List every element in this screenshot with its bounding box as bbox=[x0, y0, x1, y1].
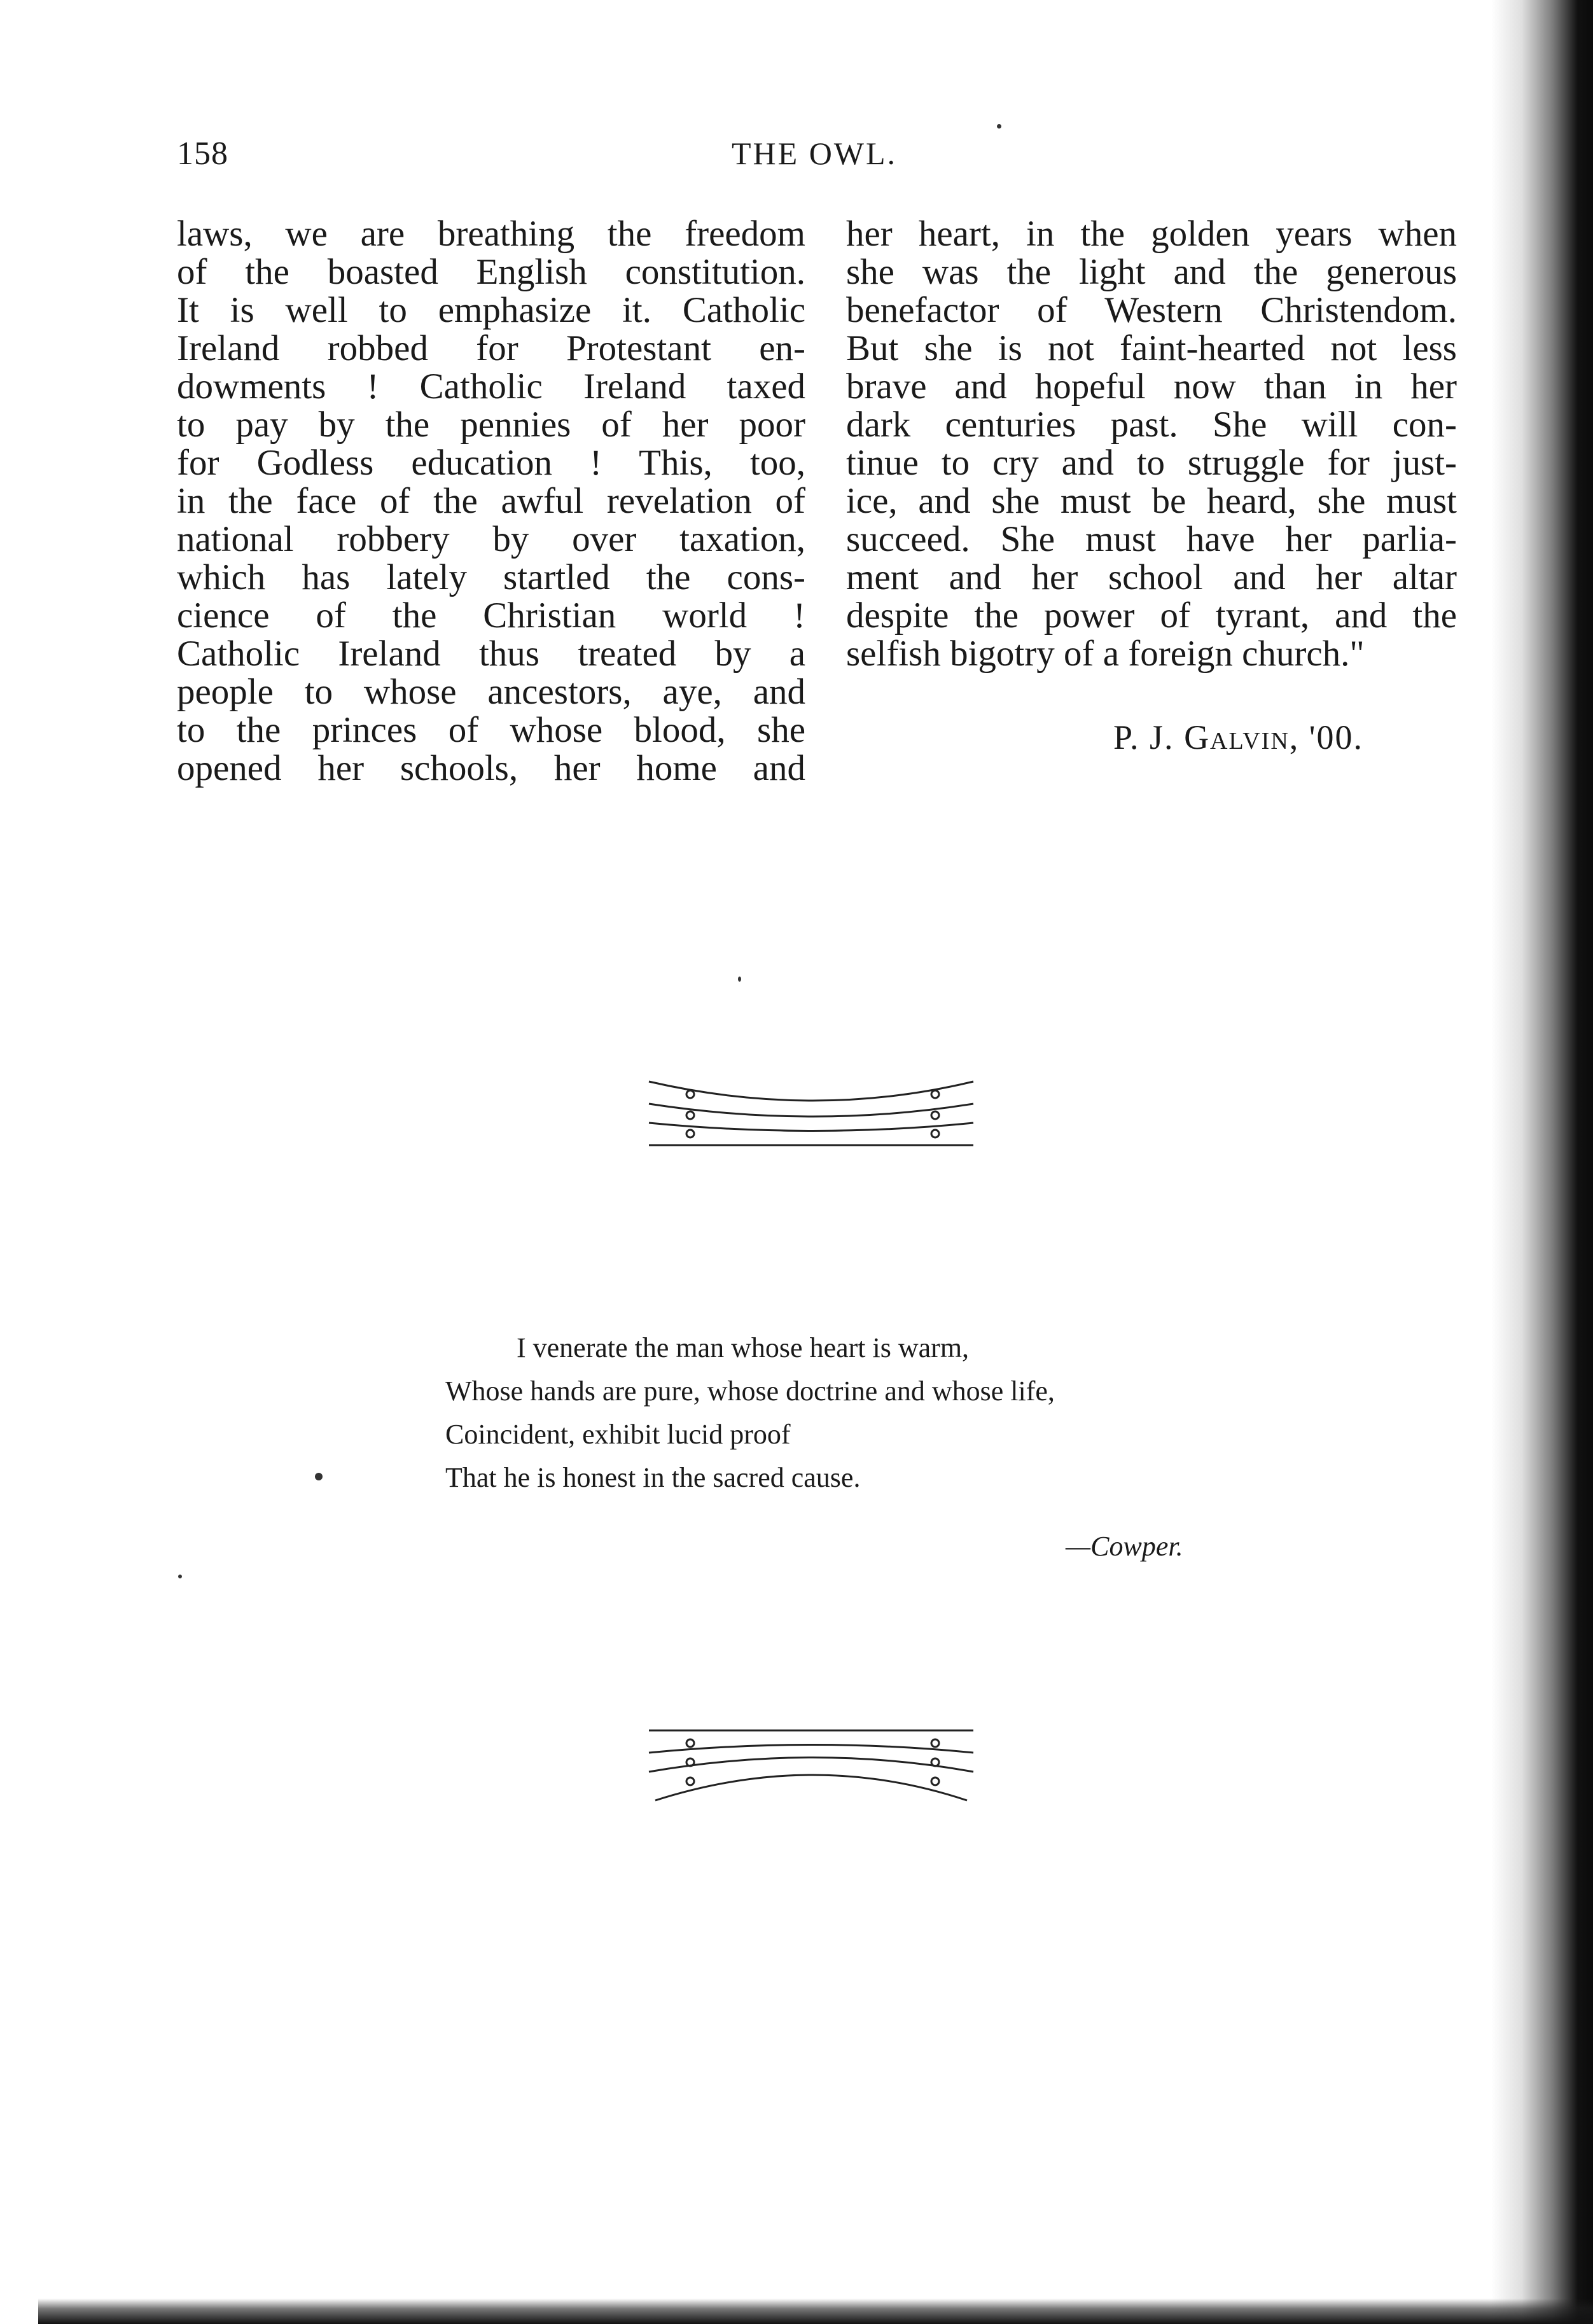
text-line: laws, we are breathing the freedom bbox=[177, 214, 805, 254]
text-line: brave and hopeful now than in her bbox=[846, 366, 1457, 407]
text-line: despite the power of tyrant, and the bbox=[846, 595, 1457, 636]
text-line: in the face of the awful revelation of bbox=[177, 481, 805, 521]
text-line: to pay by the pennies of her poor bbox=[177, 405, 805, 445]
text-line: she was the light and the generous bbox=[846, 252, 1457, 292]
page-bottom-shadow bbox=[38, 2299, 1593, 2324]
poem-line: Coincident, exhibit lucid proof bbox=[445, 1419, 791, 1450]
text-line: cience of the Christian world ! bbox=[177, 595, 805, 636]
text-line: ice, and she must be heard, she must bbox=[846, 481, 1457, 521]
signature-initials: P. J. bbox=[1113, 718, 1174, 756]
text-line: which has lately startled the cons- bbox=[177, 557, 805, 597]
text-line: succeed. She must have her parlia- bbox=[846, 519, 1457, 559]
ink-speck bbox=[315, 1473, 323, 1480]
text-line: national robbery by over taxation, bbox=[177, 519, 805, 559]
running-head: THE OWL. bbox=[732, 136, 898, 171]
text-line: selfish bigotry of a foreign church." bbox=[846, 634, 1365, 674]
text-line: Ireland robbed for Protestant en- bbox=[177, 328, 805, 368]
poem-line: Whose hands are pure, whose doctrine and whose life, bbox=[445, 1375, 1055, 1407]
text-line: But she is not faint-hearted not less bbox=[846, 328, 1457, 368]
right-text-column bbox=[846, 215, 1457, 673]
poem-line: I venerate the man whose heart is warm, bbox=[517, 1332, 970, 1363]
text-line: ment and her school and her altar bbox=[846, 557, 1457, 597]
signature-surname: Galvin bbox=[1184, 718, 1290, 756]
text-line: of the boasted English constitution. bbox=[177, 252, 805, 292]
left-text-column bbox=[177, 215, 805, 788]
text-line: tinue to cry and to struggle for just- bbox=[846, 443, 1457, 483]
page-edge-shadow bbox=[1491, 0, 1593, 2324]
ornament-divider-top bbox=[643, 1069, 986, 1164]
ornament-divider-bottom bbox=[643, 1718, 986, 1813]
poem-line: That he is honest in the sacred cause. bbox=[445, 1462, 861, 1493]
signature-year: , '00. bbox=[1289, 718, 1363, 756]
text-line: benefactor of Western Christendom. bbox=[846, 290, 1457, 330]
poem-attribution: —Cowper. bbox=[1066, 1531, 1183, 1562]
text-line: dowments ! Catholic Ireland taxed bbox=[177, 366, 805, 407]
author-signature bbox=[1113, 718, 1363, 757]
page-number: 158 bbox=[177, 136, 228, 172]
ink-speck bbox=[997, 124, 1001, 129]
text-line: people to whose ancestors, aye, and bbox=[177, 672, 805, 712]
text-line: opened her schools, her home and bbox=[177, 748, 805, 788]
text-line: It is well to emphasize it. Catholic bbox=[177, 290, 805, 330]
ink-speck bbox=[178, 1575, 182, 1578]
epigraph-poem bbox=[445, 1326, 1055, 1499]
text-line: dark centuries past. She will con- bbox=[846, 405, 1457, 445]
ink-speck bbox=[738, 977, 741, 982]
text-line: for Godless education ! This, too, bbox=[177, 443, 805, 483]
text-line: Catholic Ireland thus treated by a bbox=[177, 634, 805, 674]
text-line: to the princes of whose blood, she bbox=[177, 710, 805, 750]
text-line: her heart, in the golden years when bbox=[846, 214, 1457, 254]
